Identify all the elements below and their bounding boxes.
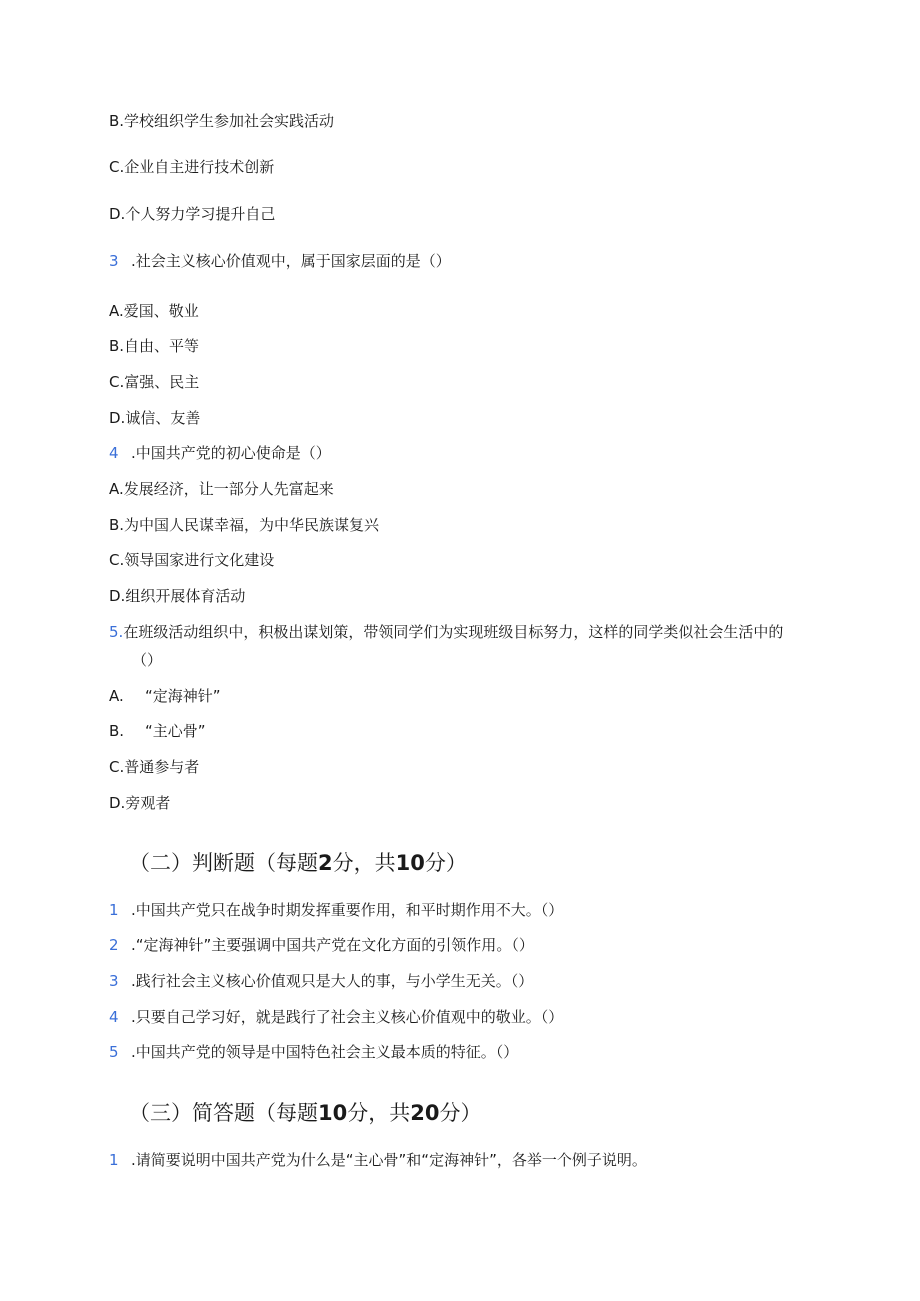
- option-q5-b: [109, 721, 206, 741]
- question-3: [109, 251, 451, 271]
- question-text: .中国共产党只在战争时期发挥重要作用，和平时期作用不大。（）: [131, 901, 564, 919]
- question-number: 4: [109, 1008, 119, 1026]
- question-5-paren: （）: [132, 651, 163, 669]
- option-q2-c: C.企业自主进行技术创新: [109, 158, 275, 176]
- question-text: .中国共产党的初心使命是（）: [131, 444, 331, 462]
- question-text: .请简要说明中国共产党为什么是“主心骨”和“定海神针”，各举一个例子说明。: [131, 1151, 647, 1169]
- judge-item-5: [109, 1042, 518, 1062]
- question-number: 5.: [109, 623, 124, 641]
- judge-item-1: [109, 900, 563, 920]
- option-q3-b: B.自由、平等: [109, 337, 200, 355]
- question-5: [109, 622, 783, 642]
- option-label: A.: [109, 687, 124, 705]
- option-text: “主心骨”: [145, 722, 206, 740]
- question-text: 在班级活动组织中，积极出谋划策，带领同学们为实现班级目标努力，这样的同学类似社会生活中的: [123, 623, 784, 641]
- question-number: 2: [109, 936, 119, 954]
- question-number: 3: [109, 972, 119, 990]
- question-number: 1: [109, 901, 119, 919]
- question-number: 3: [109, 252, 119, 270]
- option-q4-c: C.领导国家进行文化建设: [109, 551, 275, 569]
- question-text: .社会主义核心价值观中，属于国家层面的是（）: [131, 252, 451, 270]
- section-heading-judgment: （二）判断题（每题2分，共10分）: [129, 851, 467, 875]
- option-q3-d: D.诚信、友善: [109, 409, 201, 427]
- option-label: B.: [109, 722, 125, 740]
- question-number: 1: [109, 1151, 119, 1169]
- option-q5-c: C.普通参与者: [109, 758, 200, 776]
- question-number: 4: [109, 444, 119, 462]
- question-4: [109, 443, 331, 463]
- option-q5-d: D.旁观者: [109, 794, 171, 812]
- option-q4-d: D.组织开展体育活动: [109, 587, 246, 605]
- option-q2-d: D.个人努力学习提升自己: [109, 205, 276, 223]
- judge-item-3: [109, 971, 533, 991]
- question-text: .“定海神针”主要强调中国共产党在文化方面的引领作用。（）: [131, 936, 534, 954]
- option-q3-c: C.富强、民主: [109, 373, 200, 391]
- short-answer-item-1: [109, 1150, 647, 1170]
- question-number: 5: [109, 1043, 119, 1061]
- question-text: .中国共产党的领导是中国特色社会主义最本质的特征。（）: [131, 1043, 519, 1061]
- section-heading-short-answer: （三）简答题（每题10分，共20分）: [129, 1101, 482, 1125]
- judge-item-4: [109, 1007, 563, 1027]
- option-text: “定海神针”: [145, 687, 221, 705]
- question-text: .践行社会主义核心价值观只是大人的事，与小学生无关。（）: [131, 972, 534, 990]
- option-q5-a: [109, 686, 221, 706]
- option-q4-a: A.发展经济，让一部分人先富起来: [109, 480, 334, 498]
- judge-item-2: [109, 935, 534, 955]
- option-q2-b: B.学校组织学生参加社会实践活动: [109, 112, 335, 130]
- option-q4-b: B.为中国人民谋幸福，为中华民族谋复兴: [109, 516, 380, 534]
- question-text: .只要自己学习好，就是践行了社会主义核心价值观中的敬业。（）: [131, 1008, 564, 1026]
- option-q3-a: A.爱国、敬业: [109, 302, 199, 320]
